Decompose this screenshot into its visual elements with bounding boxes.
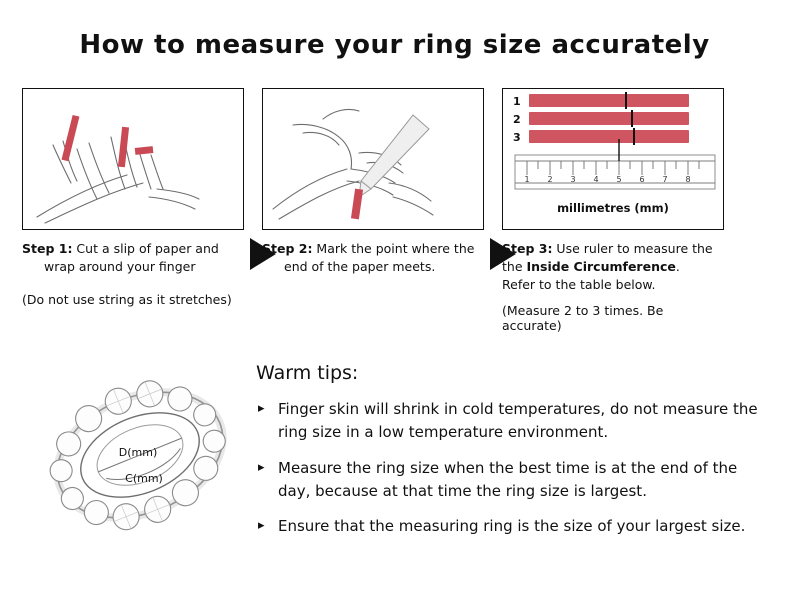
step-3-line2-pre: the — [502, 259, 527, 275]
bullet-icon-1: ▸ — [258, 401, 265, 416]
step-2-lead: Step 2: — [262, 241, 313, 256]
bar-number-3: 3 — [513, 131, 521, 144]
step-1-illustration — [22, 88, 244, 230]
svg-text:1: 1 — [524, 175, 530, 184]
step-3-line3: Refer to the table below. — [502, 277, 656, 293]
ring-diameter-label: D(mm) — [118, 446, 158, 459]
step-1-lead: Step 1: — [22, 241, 73, 256]
step-2-illustration — [262, 88, 484, 230]
step-1-line2: wrap around your finger — [44, 259, 196, 275]
step-2-caption — [262, 240, 484, 276]
bullet-icon-2: ▸ — [258, 459, 265, 475]
bar-number-1: 1 — [513, 95, 521, 108]
bullet-icon-3: ▸ — [258, 518, 265, 533]
ring-illustration — [30, 350, 250, 560]
step-2 — [262, 88, 484, 276]
page-title: How to measure your ring size accurately — [79, 30, 710, 60]
eternity-ring-drawing — [30, 350, 250, 560]
bar-number-2: 2 — [513, 113, 521, 126]
tip-item-2 — [256, 457, 766, 504]
unit-caption: millimetres (mm) — [557, 201, 669, 215]
step-3-lead: Step 3: — [502, 241, 553, 256]
svg-text:8: 8 — [685, 175, 691, 184]
svg-text:6: 6 — [639, 175, 645, 184]
svg-text:7: 7 — [662, 175, 668, 184]
step-3-line2-post: . — [675, 259, 680, 275]
step-3-line2 — [502, 258, 724, 276]
tip-item-3 — [256, 515, 766, 538]
tip-text-3: Ensure that the measuring ring is the size of your largest size. — [278, 517, 746, 535]
tip-item-1 — [256, 398, 766, 445]
bottom-section — [0, 350, 789, 606]
step-2-line1: Mark the point where the — [312, 241, 475, 256]
svg-text:3: 3 — [570, 175, 576, 184]
step-3-illustration — [502, 88, 724, 230]
inside-circumference-emphasis: Inside Circumference — [526, 259, 676, 275]
steps-row — [22, 88, 770, 338]
step-3 — [502, 88, 724, 333]
step-1 — [22, 88, 244, 307]
warm-tips-heading: Warm tips: — [256, 362, 359, 384]
step-1-note: (Do not use string as it stretches) — [22, 292, 232, 308]
svg-text:5: 5 — [616, 175, 622, 184]
hand-with-paper-strip-drawing — [23, 89, 243, 229]
marking-paper-drawing — [263, 89, 483, 229]
step-3-note: (Measure 2 to 3 times. Be accurate) — [502, 303, 664, 334]
step-1-caption — [22, 240, 244, 276]
step-2-line2: end of the paper meets. — [284, 259, 436, 275]
step-3-caption — [502, 240, 724, 294]
step-3-line1: Use ruler to measure the — [552, 241, 713, 256]
svg-text:4: 4 — [593, 175, 599, 184]
warm-tips — [256, 362, 766, 550]
tip-text-2: Measure the ring size when the best time is at the end of the day, because at that time the ring size is largest. — [278, 458, 738, 500]
svg-text:2: 2 — [547, 175, 553, 184]
tip-text-1: Finger skin will shrink in cold temperatures, do not measure the ring size in a low temperature environment. — [278, 400, 758, 442]
step-1-line1: Cut a slip of paper and — [72, 241, 219, 256]
ring-circumference-label: C(mm) — [125, 472, 163, 485]
